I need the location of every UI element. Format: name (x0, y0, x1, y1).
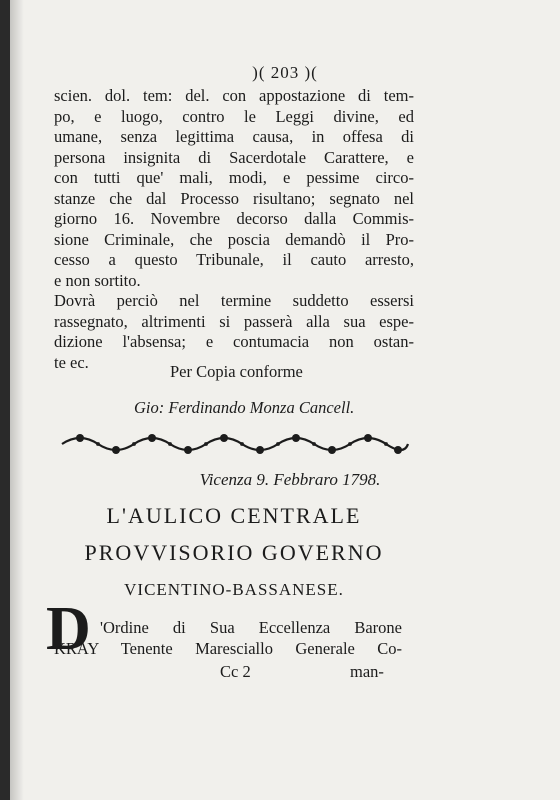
text-line: con tutti que' mali, modi, e pessime circo- (54, 168, 414, 187)
text-line: sione Criminale, che poscia demandò il Pro- (54, 229, 414, 249)
floral-vine-ornament-icon (60, 430, 410, 458)
chancellor-signature: Gio: Ferdinando Monza Cancell. (134, 398, 355, 417)
text-line: persona insignita di Sacerdotale Carattere, e (54, 147, 414, 167)
text-line: e non sortito. (54, 270, 141, 290)
page-footer (10, 662, 560, 682)
text-line: umane, senza legittima causa, in offesa di (54, 127, 414, 146)
heading-aulico-centrale: L'AULICO CENTRALE (106, 503, 362, 528)
heading-vicentino-bassanese: VICENTINO-BASSANESE. (124, 580, 344, 599)
heading-provvisorio-governo: PROVVISORIO GOVERNO (84, 540, 384, 565)
copy-attestation: Per Copia conforme (170, 362, 303, 381)
date-line: Vicenza 9. Febbraro 1798. (199, 470, 381, 489)
text-line: rassegnato, altrimenti si passerà alla sua espe- (54, 311, 414, 331)
body-paragraphs (54, 86, 414, 373)
text-line: te ec. (54, 352, 89, 372)
text-line: stanze che dal Processo risultano; segnato nel (54, 188, 414, 208)
drop-cap: D (46, 595, 91, 663)
text-line: giorno 16. Novembre decorso dalla Commis- (54, 209, 414, 228)
book-page (10, 0, 560, 800)
signature-mark: Cc 2 (220, 662, 251, 681)
text-line: dizione l'absensa; e contumacia non ostan- (54, 332, 414, 351)
catchword: man- (350, 662, 384, 681)
text-line: KRAY Tenente Maresciallo Generale Co- (54, 638, 402, 658)
text-line: scien. dol. tem: del. con appostazione di tem- (54, 86, 414, 105)
text-line: 'Ordine di Sua Eccellenza Barone (100, 618, 402, 637)
order-paragraph (54, 618, 402, 659)
page-number: )( 203 )( (252, 63, 318, 82)
text-line: po, e luogo, contro le Leggi divine, ed (54, 106, 414, 126)
text-line: cesso a questo Tribunale, il cauto arresto, (54, 250, 414, 269)
text-line: Dovrà perciò nel termine suddetto essersi (54, 291, 414, 310)
